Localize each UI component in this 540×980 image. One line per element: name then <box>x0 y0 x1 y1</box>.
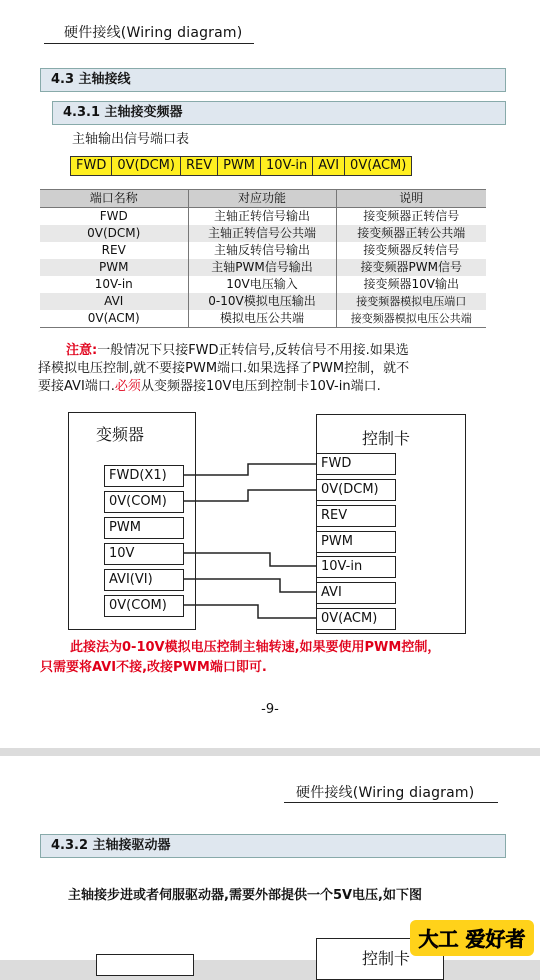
pin-label: AVI <box>313 157 345 175</box>
inverter-terminal: PWM <box>104 517 184 539</box>
driver-box <box>96 954 194 976</box>
intro-text: 主轴接步进或者伺服驱动器,需要外部提供一个5V电压,如下图 <box>68 888 422 903</box>
table-cell: 0V(ACM) <box>40 310 188 328</box>
table-cell: 0-10V模拟电压输出 <box>188 293 336 310</box>
inverter-terminal: 0V(COM) <box>104 595 184 617</box>
note-line-1: 一般情况下只接FWD正转信号,反转信号不用接.如果选 <box>97 343 409 358</box>
pin-label: 0V(ACM) <box>350 158 407 173</box>
page-header: 硬件接线(Wiring diagram) <box>64 25 243 41</box>
controller-terminal: 10V-in <box>316 556 396 578</box>
table-cell: FWD <box>99 209 128 223</box>
inverter-terminal: 10V <box>104 543 184 565</box>
inverter-terminal: FWD(X1) <box>104 465 184 487</box>
note-line-2: 择模拟电压控制,就不要接PWM端口.如果选择了PWM控制，就不 <box>38 361 410 376</box>
subsection-title: 4.3.2 主轴接驱动器 <box>40 834 506 858</box>
pin-label: 0V(DCM) <box>112 157 181 175</box>
controller-terminal: REV <box>316 505 396 527</box>
table-cell: 10V-in <box>94 277 133 291</box>
header-rule <box>284 802 498 803</box>
column-header: 对应功能 <box>188 190 336 208</box>
note-line-3a: 要接AVI端口. <box>38 379 115 394</box>
note-label: 注意: <box>66 343 98 358</box>
controller-terminal: FWD <box>316 453 396 475</box>
table-cell: 接变频器10V输出 <box>336 276 486 293</box>
controller-terminal: 0V(ACM) <box>316 608 396 630</box>
controller-terminal: AVI <box>316 582 396 604</box>
column-header: 端口名称 <box>40 190 188 208</box>
pin-label: PWM <box>218 157 261 175</box>
wiring-note <box>40 638 500 678</box>
intro-text: 主轴输出信号端口表 <box>72 132 190 147</box>
table-cell: AVI <box>104 294 124 308</box>
table-cell: 0V(DCM) <box>87 226 141 240</box>
section-title: 4.3 主轴接线 <box>40 68 506 92</box>
table-cell: 模拟电压公共端 <box>188 310 336 328</box>
controller-title: 控制卡 <box>362 949 411 968</box>
pin-label: 10V-in <box>261 157 313 175</box>
table-cell: 接变频器模拟电压公共端 <box>336 310 486 328</box>
controller-title: 控制卡 <box>362 429 411 448</box>
table-cell: 接变频器正转信号 <box>336 208 486 226</box>
column-header: 说明 <box>336 190 486 208</box>
note-emphasis: 必须 <box>114 379 141 394</box>
inverter-terminal: 0V(COM) <box>104 491 184 513</box>
note-line-3b: 从变频器接10V电压到控制卡10V-in端口. <box>140 379 381 394</box>
controller-terminal: 0V(DCM) <box>316 479 396 501</box>
inverter-terminal: AVI(VI) <box>104 569 184 591</box>
table-cell: 接变频器正转公共端 <box>336 225 486 242</box>
table-cell: REV <box>101 243 126 257</box>
page-header: 硬件接线(Wiring diagram) <box>296 785 475 801</box>
pin-label: REV <box>181 157 218 175</box>
table-cell: 10V电压输入 <box>188 276 336 293</box>
table-cell: 主轴正转信号输出 <box>188 208 336 226</box>
inverter-title: 变频器 <box>96 425 145 444</box>
table-cell: 主轴PWM信号输出 <box>188 259 336 276</box>
pin-label: FWD <box>71 157 112 175</box>
subsection-title: 4.3.1 主轴接变频器 <box>52 101 506 125</box>
table-cell: 接变频器PWM信号 <box>336 259 486 276</box>
watermark-logo-icon <box>410 918 534 958</box>
table-cell: 主轴正转信号公共端 <box>188 225 336 242</box>
table-cell: PWM <box>99 260 129 274</box>
svg-text:大工 爱好者: 大工 爱好者 <box>418 927 526 951</box>
wiring-note-line-1: 此接法为0-10V模拟电压控制主轴转速,如果要使用PWM控制， <box>70 640 441 655</box>
table-cell: 接变频器反转信号 <box>336 242 486 259</box>
table-cell: 接变频器模拟电压端口 <box>336 293 486 310</box>
page-number: -9- <box>261 702 279 717</box>
table-cell: 主轴反转信号输出 <box>188 242 336 259</box>
controller-terminal: PWM <box>316 531 396 553</box>
wiring-note-line-2: 只需要将AVI不接,改接PWM端口即可. <box>40 660 267 675</box>
